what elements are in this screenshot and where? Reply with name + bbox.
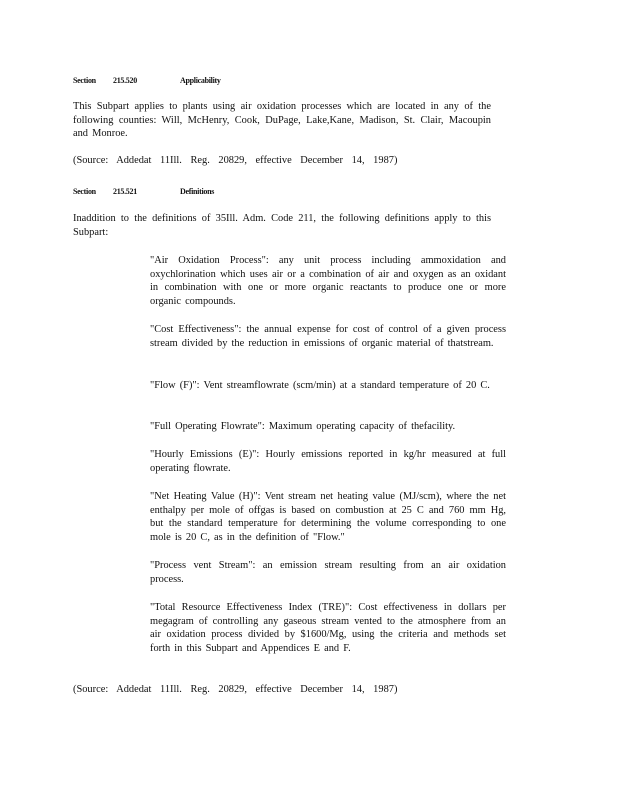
section-number: 215.521 bbox=[113, 187, 137, 196]
definition-full-operating-flowrate: "Full Operating Flowrate": Maximum operating capacity of thefacility. bbox=[150, 421, 456, 432]
section-label: Section bbox=[73, 76, 96, 85]
section-215-521-heading bbox=[73, 187, 214, 196]
definitions-intro-paragraph: Inaddition to the definitions of 35Ill. Adm. Code 211, the following definitions apply to this Subpart: bbox=[73, 213, 491, 238]
source-note-2: (Source: Addedat 11Ill. Reg. 20829, effective December 14, 1987) bbox=[73, 684, 398, 695]
definition-flow: "Flow (F)": Vent streamflowrate (scm/min) at a standard temperature of 20 C. bbox=[150, 380, 490, 391]
definition-total-resource-effectiveness-index: "Total Resource Effectiveness Index (TRE)": Cost effectiveness in dollars per megagram of controlling any gaseous stream vented to the atmosphere from an air oxidation process divided by $1600/Mg, using the criteria and methods set forth in this Subpart and Appendices E and F. bbox=[150, 602, 506, 654]
section-label: Section bbox=[73, 187, 96, 196]
section-215-520-heading bbox=[73, 76, 221, 85]
definition-net-heating-value: "Net Heating Value (H)": Vent stream net heating value (MJ/scm), where the net enthalpy per mole of offgas is based on combustion at 25 C and 760 mm Hg, but the standard temperature for determining the volume corresponding to one mole is 20 C, as in the definition of "Flow." bbox=[150, 491, 506, 543]
section-title: Definitions bbox=[180, 187, 215, 196]
definition-air-oxidation-process: "Air Oxidation Process": any unit process including ammoxidation and oxychlorination which uses air or a combination of air and oxygen as an oxidant in combination with one or more organic reactants to produce one or more organic compounds. bbox=[150, 255, 506, 307]
applicability-paragraph: This Subpart applies to plants using air oxidation processes which are located in any of the following counties: Will, McHenry, Cook, DuPage, Lake,Kane, Madison, St. Clair, Macoupin and Monroe. bbox=[73, 101, 491, 139]
section-number: 215.520 bbox=[113, 76, 137, 85]
source-note-1: (Source: Addedat 11Ill. Reg. 20829, effective December 14, 1987) bbox=[73, 155, 398, 166]
section-title: Applicability bbox=[180, 76, 221, 85]
definition-cost-effectiveness: "Cost Effectiveness": the annual expense for cost of control of a given process stream divided by the reduction in emissions of organic material of thatstream. bbox=[150, 324, 506, 349]
definition-hourly-emissions: "Hourly Emissions (E)": Hourly emissions reported in kg/hr measured at full operating flowrate. bbox=[150, 449, 506, 474]
definition-process-vent-stream: "Process vent Stream": an emission stream resulting from an air oxidation process. bbox=[150, 560, 506, 585]
